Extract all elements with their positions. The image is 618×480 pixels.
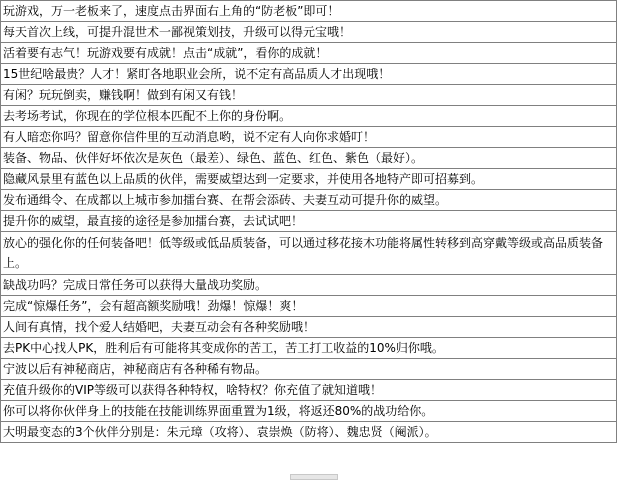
tip-row: 去PK中心找人PK，胜利后有可能将其变成你的苦工，苦工打工收益的10%归你哦。 [1,338,617,359]
tip-row: 去考场考试，你现在的学位根本匹配不上你的身份啊。 [1,106,617,127]
tip-row: 提升你的威望，最直接的途径是参加擂台赛，去试试吧！ [1,211,617,232]
tip-row: 发布通缉令、在成都以上城市参加擂台赛、在帮会添砖、夫妻互动可提升你的威望。 [1,190,617,211]
tip-row: 有人暗恋你吗？留意你信件里的互动消息哟，说不定有人向你求婚叮！ [1,127,617,148]
tip-row: 玩游戏，万一老板来了，速度点击界面右上角的“防老板”即可！ [1,1,617,22]
tip-row: 每天首次上线，可提升混世术一鄙视策划技，升级可以得元宝哦！ [1,22,617,43]
tip-row: 15世纪啥最贵？人才！紧盯各地职业会所，说不定有高品质人才出现哦！ [1,64,617,85]
tip-row: 隐藏风景里有蓝色以上品质的伙伴，需要威望达到一定要求，并使用各地特产即可招募到。 [1,169,617,190]
tip-row: 装备、物品、伙伴好坏依次是灰色（最差）、绿色、蓝色、红色、紫色（最好）。 [1,148,617,169]
tip-row: 你可以将你伙伴身上的技能在技能训练界面重置为1级，将返还80%的战功给你。 [1,401,617,422]
tip-row: 人间有真情，找个爱人结婚吧，夫妻互动会有各种奖励哦！ [1,317,617,338]
scrollbar[interactable] [290,474,338,480]
tip-row: 放心的强化你的任何装备吧！低等级或低品质装备，可以通过移花接木功能将属性转移到高穿戴等级或高品质装备上。 [1,232,617,275]
tip-row: 缺战功吗？完成日常任务可以获得大量战功奖励。 [1,275,617,296]
tip-row: 宁波以后有神秘商店，神秘商店有各种稀有物品。 [1,359,617,380]
tip-row: 活着要有志气！玩游戏要有成就！点击“成就”，看你的成就！ [1,43,617,64]
tip-row: 大明最变态的3个伙伴分别是：朱元璋（攻将）、袁崇焕（防将）、魏忠贤（阉派）。 [1,422,617,443]
tip-row: 有闲？玩玩倒卖，赚钱啊！做到有闲又有钱！ [1,85,617,106]
tip-row: 完成“惊爆任务”，会有超高额奖励哦！劲爆！惊爆！爽！ [1,296,617,317]
tip-row: 充值升级你的VIP等级可以获得各种特权，啥特权？你充值了就知道哦！ [1,380,617,401]
